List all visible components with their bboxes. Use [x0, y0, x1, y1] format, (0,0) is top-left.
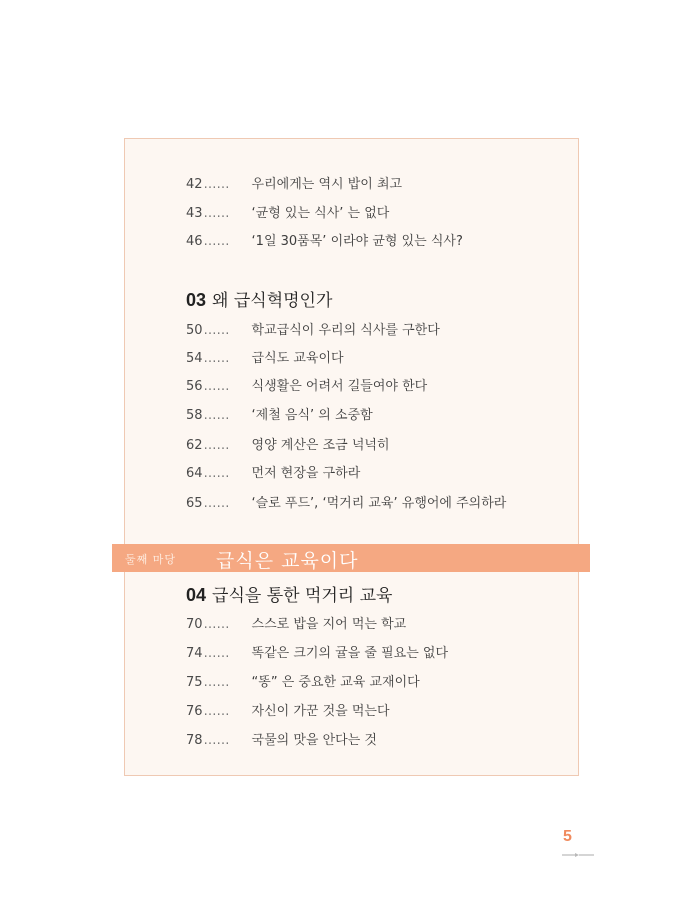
toc-entry[interactable] [186, 408, 373, 424]
toc-entry-title: 급식도 교육이다 [251, 351, 344, 366]
toc-entry[interactable] [186, 379, 427, 395]
chapter-title: 왜 급식혁명인가 [212, 291, 333, 311]
toc-page-number: 76 [186, 704, 203, 719]
toc-leader-dots: …… [203, 351, 230, 366]
part-label: 둘째 마당 [125, 553, 177, 566]
toc-leader-dots: …… [203, 733, 230, 748]
toc-entry-title: 학교급식이 우리의 식사를 구한다 [251, 323, 440, 338]
toc-leader-dots: …… [203, 177, 230, 192]
toc-entry[interactable] [186, 206, 389, 222]
toc-entry-title: ‘1일 30품목’ 이라야 균형 있는 식사? [251, 234, 463, 249]
toc-entry[interactable] [186, 234, 463, 250]
toc-entry[interactable] [186, 323, 440, 339]
toc-entry-title: ‘제철 음식’ 의 소중함 [251, 408, 373, 423]
toc-leader-dots: …… [203, 466, 230, 481]
toc-page-number: 64 [186, 466, 203, 481]
toc-leader-dots: …… [203, 234, 230, 249]
toc-entry-title: ‘균형 있는 식사’ 는 없다 [251, 206, 390, 221]
toc-entry[interactable] [186, 351, 344, 367]
chapter-number: 03 [186, 290, 207, 310]
toc-entry-title: 영양 계산은 조금 넉넉히 [251, 438, 390, 453]
toc-page-number: 62 [186, 438, 203, 453]
toc-page-number: 42 [186, 177, 203, 192]
part-banner[interactable] [112, 544, 590, 572]
toc-leader-dots: …… [203, 646, 230, 661]
toc-page-number: 50 [186, 323, 203, 338]
toc-entry-title: 우리에게는 역시 밥이 최고 [251, 177, 403, 192]
toc-page-number: 75 [186, 675, 203, 690]
toc-leader-dots: …… [203, 323, 230, 338]
toc-page-number: 46 [186, 234, 203, 249]
toc-entry[interactable] [186, 466, 360, 482]
chapter-heading-04[interactable] [186, 584, 392, 607]
chapter-heading-03[interactable] [186, 289, 332, 312]
page-number: 5 [563, 828, 572, 845]
toc-entry[interactable] [186, 496, 506, 512]
toc-page-number: 74 [186, 646, 203, 661]
toc-page-number: 54 [186, 351, 203, 366]
chapter-title: 급식을 통한 먹거리 교육 [212, 586, 393, 606]
toc-entry[interactable] [186, 704, 390, 720]
toc-leader-dots: …… [203, 379, 230, 394]
toc-leader-dots: …… [203, 408, 230, 423]
toc-page-number: 43 [186, 206, 203, 221]
toc-entry[interactable] [186, 177, 402, 193]
toc-entry[interactable] [186, 646, 448, 662]
toc-page-number: 70 [186, 617, 203, 632]
toc-entry[interactable] [186, 438, 390, 454]
toc-leader-dots: …… [203, 438, 230, 453]
toc-page-number: 58 [186, 408, 203, 423]
chapter-number: 04 [186, 585, 207, 605]
toc-entry-title: 먼저 현장을 구하라 [251, 466, 361, 481]
part-title: 급식은 교육이다 [216, 550, 359, 572]
toc-entry[interactable] [186, 733, 377, 749]
toc-entry-title: 똑같은 크기의 귤을 줄 필요는 없다 [251, 646, 449, 661]
toc-entry-title: 식생활은 어려서 길들여야 한다 [251, 379, 428, 394]
toc-entry[interactable] [186, 617, 406, 633]
toc-page-number: 56 [186, 379, 203, 394]
toc-entry-title: 자신이 가꾼 것을 먹는다 [251, 704, 390, 719]
toc-page-number: 65 [186, 496, 203, 511]
page-number-ornament [561, 852, 595, 858]
toc-leader-dots: …… [203, 206, 230, 221]
toc-entry-title: 스스로 밥을 지어 먹는 학교 [251, 617, 407, 632]
toc-leader-dots: …… [203, 496, 230, 511]
toc-leader-dots: …… [203, 617, 230, 632]
toc-entry-title: ‘슬로 푸드’, ‘먹거리 교육’ 유행어에 주의하라 [251, 496, 507, 511]
toc-entry-title: “똥” 은 중요한 교육 교재이다 [251, 675, 420, 690]
toc-leader-dots: …… [203, 704, 230, 719]
toc-leader-dots: …… [203, 675, 230, 690]
toc-entry[interactable] [186, 675, 420, 691]
toc-entry-title: 국물의 맛을 안다는 것 [251, 733, 377, 748]
toc-page-number: 78 [186, 733, 203, 748]
